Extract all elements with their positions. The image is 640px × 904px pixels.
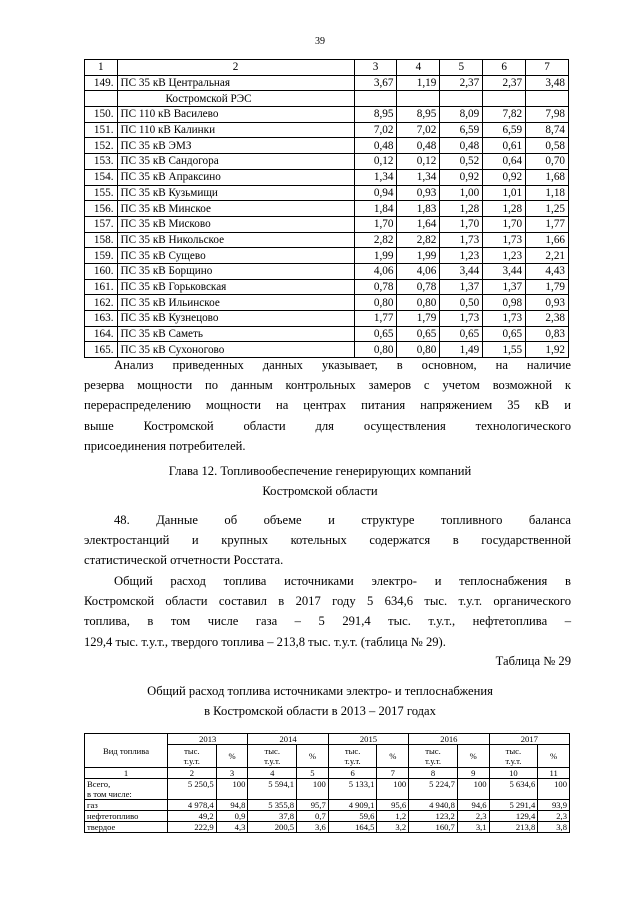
column-number-cell: 7 (377, 768, 409, 779)
amount-cell: 5 634,6 (489, 779, 538, 800)
paragraph-line: Анализ приведенных данных указывает, в основном, на наличие (114, 358, 571, 372)
value-cell: 0,92 (483, 169, 526, 185)
value-cell (483, 91, 526, 107)
value-cell: 2,38 (526, 311, 569, 327)
title-line: Костромской области (262, 484, 378, 498)
value-cell: 3,67 (354, 75, 397, 91)
value-cell: 3,48 (526, 75, 569, 91)
value-cell: 4,06 (354, 263, 397, 279)
table-row (85, 75, 569, 91)
amount-cell: 49,2 (168, 811, 217, 822)
amount-cell: 123,2 (409, 811, 458, 822)
value-cell: 2,21 (526, 248, 569, 264)
amount-cell: 5 291,4 (489, 800, 538, 811)
value-cell: 0,48 (354, 138, 397, 154)
table-row (85, 263, 569, 279)
table-row (85, 185, 569, 201)
substation-name-cell: ПС 110 кВ Василево (117, 107, 354, 123)
fuel-consumption-table (84, 733, 570, 833)
fuel-row (85, 779, 570, 800)
value-cell: 0,78 (397, 279, 440, 295)
column-number-row (85, 768, 570, 779)
value-cell: 1,68 (526, 169, 569, 185)
value-cell: 1,23 (483, 248, 526, 264)
substation-name-cell: ПС 35 кВ Минское (117, 201, 354, 217)
column-number-cell: 2 (168, 768, 217, 779)
value-cell (526, 91, 569, 107)
fuel-label-line: твердое (87, 822, 116, 832)
table-row (85, 201, 569, 217)
value-cell: 4,06 (397, 263, 440, 279)
table-header-row (85, 60, 569, 76)
value-cell: 0,12 (397, 154, 440, 170)
column-number-cell: 2 (117, 60, 354, 76)
value-cell: 2,82 (354, 232, 397, 248)
value-cell: 1,55 (483, 342, 526, 358)
percent-cell: 94,8 (216, 800, 248, 811)
fuel-label-line: в том числе: (87, 789, 132, 799)
table-label: Таблица № 29 (495, 654, 571, 668)
table-row (85, 311, 569, 327)
row-number-cell: 164. (85, 326, 118, 342)
amount-cell: 5 594,1 (248, 779, 297, 800)
substation-name-cell: ПС 110 кВ Калинки (117, 122, 354, 138)
value-cell: 0,83 (526, 326, 569, 342)
unit-line: т.у.т. (505, 756, 522, 766)
column-number-cell: 1 (85, 60, 118, 76)
value-cell: 1,01 (483, 185, 526, 201)
value-cell: 0,48 (440, 138, 483, 154)
percent-cell: 2,3 (538, 811, 570, 822)
percent-header: % (457, 745, 489, 768)
substation-name-cell: ПС 35 кВ Мисково (117, 216, 354, 232)
value-cell: 1,92 (526, 342, 569, 358)
substation-name-cell: ПС 35 кВ Кузьмищи (117, 185, 354, 201)
value-cell: 0,92 (440, 169, 483, 185)
value-cell: 1,28 (483, 201, 526, 217)
amount-cell: 5 224,7 (409, 779, 458, 800)
value-cell: 7,02 (397, 122, 440, 138)
table-row (85, 232, 569, 248)
column-number-cell: 5 (440, 60, 483, 76)
title-line: в Костромской области в 2013 – 2017 годах (204, 704, 436, 718)
value-cell: 1,70 (483, 216, 526, 232)
value-cell: 0,98 (483, 295, 526, 311)
table-row (85, 216, 569, 232)
amount-cell: 4 978,4 (168, 800, 217, 811)
percent-header: % (216, 745, 248, 768)
value-cell: 3,44 (483, 263, 526, 279)
row-number-cell: 160. (85, 263, 118, 279)
table-row (85, 154, 569, 170)
amount-cell: 213,8 (489, 822, 538, 833)
value-cell: 1,70 (354, 216, 397, 232)
substation-name-cell: ПС 35 кВ Саметь (117, 326, 354, 342)
value-cell: 1,73 (483, 311, 526, 327)
row-number-cell: 161. (85, 279, 118, 295)
value-cell: 8,74 (526, 122, 569, 138)
percent-cell: 2,3 (457, 811, 489, 822)
value-cell: 1,99 (397, 248, 440, 264)
unit-line: т.у.т. (264, 756, 281, 766)
value-cell: 0,80 (354, 342, 397, 358)
unit-line: тыс. (505, 746, 522, 756)
fuel-label-line: Всего, (87, 779, 111, 789)
percent-cell: 0,9 (216, 811, 248, 822)
percent-cell: 93,9 (538, 800, 570, 811)
value-cell: 0,12 (354, 154, 397, 170)
fuel-paragraph (84, 571, 571, 652)
unit-header (489, 745, 538, 768)
value-cell: 0,65 (397, 326, 440, 342)
fuel-type-header: Вид топлива (85, 734, 168, 768)
value-cell: 6,59 (440, 122, 483, 138)
column-number-cell: 4 (397, 60, 440, 76)
paragraph-line: статистической отчетности Росстата. (84, 553, 284, 568)
table-row (85, 295, 569, 311)
percent-cell: 4,3 (216, 822, 248, 833)
unit-line: т.у.т. (183, 756, 200, 766)
value-cell: 1,77 (354, 311, 397, 327)
value-cell: 1,79 (526, 279, 569, 295)
value-cell: 1,34 (397, 169, 440, 185)
row-number-cell: 156. (85, 201, 118, 217)
substation-name-cell: ПС 35 кВ Сухоногово (117, 342, 354, 358)
substation-name-cell: ПС 35 кВ Горьковская (117, 279, 354, 295)
row-number-cell: 149. (85, 75, 118, 91)
unit-header (328, 745, 377, 768)
table-row (85, 122, 569, 138)
row-number-cell: 158. (85, 232, 118, 248)
substation-name-cell: ПС 35 кВ Апраксино (117, 169, 354, 185)
value-cell: 1,70 (440, 216, 483, 232)
column-number-cell: 11 (538, 768, 570, 779)
percent-cell: 95,6 (377, 800, 409, 811)
percent-cell: 0,7 (297, 811, 329, 822)
fuel-label-cell (85, 811, 168, 822)
year-header: 2016 (409, 734, 489, 745)
value-cell: 1,64 (397, 216, 440, 232)
percent-cell: 100 (538, 779, 570, 800)
value-cell: 7,98 (526, 107, 569, 123)
fuel-label-cell (85, 779, 168, 800)
unit-line: тыс. (344, 746, 361, 756)
fuel-label-cell (85, 822, 168, 833)
unit-header (248, 745, 297, 768)
substation-name-cell: ПС 35 кВ Сандогора (117, 154, 354, 170)
fuel-label-line: нефтетопливо (87, 811, 139, 821)
section-name-cell: Костромской РЭС (117, 91, 354, 107)
percent-cell: 100 (297, 779, 329, 800)
value-cell: 0,93 (397, 185, 440, 201)
year-header-row (85, 734, 570, 745)
table-row (85, 169, 569, 185)
value-cell: 7,82 (483, 107, 526, 123)
fuel-row (85, 822, 570, 833)
amount-cell: 37,8 (248, 811, 297, 822)
row-number-cell: 157. (85, 216, 118, 232)
fuel-label-cell (85, 800, 168, 811)
value-cell: 1,99 (354, 248, 397, 264)
paragraph-line: выше Костромской области для осуществления технологического (84, 418, 571, 433)
value-cell: 2,82 (397, 232, 440, 248)
value-cell: 0,48 (397, 138, 440, 154)
title-line: Глава 12. Топливообеспечение генерирующих компаний (168, 464, 472, 478)
value-cell: 0,50 (440, 295, 483, 311)
paragraph-line: топлива, в том числе газа – 5 291,4 тыс. т.у.т., нефтетоплива – (84, 614, 571, 629)
value-cell: 1,37 (440, 279, 483, 295)
row-number-cell: 165. (85, 342, 118, 358)
value-cell: 1,00 (440, 185, 483, 201)
fuel-row (85, 800, 570, 811)
paragraph-line: перераспределению мощности на центрах питания напряжением 35 кВ и (84, 398, 571, 413)
paragraph-line: 48. Данные об объеме и структуре топливного баланса (114, 513, 571, 527)
percent-header: % (377, 745, 409, 768)
value-cell: 1,25 (526, 201, 569, 217)
unit-header (168, 745, 217, 768)
value-cell: 1,66 (526, 232, 569, 248)
value-cell: 0,65 (483, 326, 526, 342)
fuel-label-line: газ (87, 800, 98, 810)
value-cell (397, 91, 440, 107)
column-number-cell: 6 (328, 768, 377, 779)
substation-name-cell: ПС 35 кВ Кузнецово (117, 311, 354, 327)
unit-line: тыс. (425, 746, 441, 756)
row-number-cell: 155. (85, 185, 118, 201)
value-cell: 0,93 (526, 295, 569, 311)
value-cell: 0,94 (354, 185, 397, 201)
paragraph-line: присоединения потребителей. (84, 438, 246, 453)
value-cell: 1,23 (440, 248, 483, 264)
amount-cell: 222,9 (168, 822, 217, 833)
substation-reserve-table (84, 59, 569, 358)
unit-line: тыс. (184, 746, 200, 756)
value-cell: 0,65 (440, 326, 483, 342)
column-number-cell: 6 (483, 60, 526, 76)
row-number-cell: 154. (85, 169, 118, 185)
fuel-row (85, 811, 570, 822)
percent-cell: 100 (457, 779, 489, 800)
row-number-cell: 159. (85, 248, 118, 264)
value-cell: 1,49 (440, 342, 483, 358)
value-cell: 0,52 (440, 154, 483, 170)
value-cell: 1,28 (440, 201, 483, 217)
year-header: 2013 (168, 734, 248, 745)
table-row (85, 248, 569, 264)
percent-header: % (538, 745, 570, 768)
percent-cell: 1,2 (377, 811, 409, 822)
year-header: 2015 (328, 734, 408, 745)
column-number-cell: 9 (457, 768, 489, 779)
substation-name-cell: ПС 35 кВ Никольское (117, 232, 354, 248)
column-number-cell: 1 (85, 768, 168, 779)
substation-name-cell: ПС 35 кВ Ильинское (117, 295, 354, 311)
value-cell: 1,84 (354, 201, 397, 217)
percent-cell: 3,1 (457, 822, 489, 833)
value-cell: 1,34 (354, 169, 397, 185)
value-cell: 1,37 (483, 279, 526, 295)
value-cell: 8,95 (397, 107, 440, 123)
table-row (85, 326, 569, 342)
value-cell: 8,09 (440, 107, 483, 123)
value-cell: 1,19 (397, 75, 440, 91)
amount-cell: 129,4 (489, 811, 538, 822)
amount-cell: 5 250,5 (168, 779, 217, 800)
paragraph-line: Общий расход топлива источниками электро- и теплоснабжения в (114, 574, 571, 588)
amount-cell: 4 940,8 (409, 800, 458, 811)
percent-cell: 3,6 (297, 822, 329, 833)
unit-header (409, 745, 458, 768)
value-cell: 2,37 (483, 75, 526, 91)
amount-cell: 59,6 (328, 811, 377, 822)
amount-cell: 4 909,1 (328, 800, 377, 811)
chapter-title (0, 461, 640, 501)
table-row (85, 279, 569, 295)
value-cell: 0,80 (354, 295, 397, 311)
value-cell: 1,79 (397, 311, 440, 327)
value-cell: 0,65 (354, 326, 397, 342)
row-number-cell: 153. (85, 154, 118, 170)
value-cell: 0,78 (354, 279, 397, 295)
section-row (85, 91, 569, 107)
value-cell: 1,18 (526, 185, 569, 201)
column-number-cell: 10 (489, 768, 538, 779)
paragraph-line: резерва мощности по данным контрольных замеров с учетом возможной к (84, 378, 571, 393)
year-header: 2014 (248, 734, 328, 745)
value-cell: 1,83 (397, 201, 440, 217)
value-cell: 1,73 (440, 311, 483, 327)
value-cell: 0,80 (397, 342, 440, 358)
title-line: Общий расход топлива источниками электро- и теплоснабжения (147, 684, 493, 698)
column-number-cell: 8 (409, 768, 458, 779)
value-cell: 0,61 (483, 138, 526, 154)
year-header: 2017 (489, 734, 569, 745)
percent-cell: 3,2 (377, 822, 409, 833)
row-number-cell (85, 91, 118, 107)
analysis-paragraph (84, 355, 571, 456)
column-number-cell: 3 (216, 768, 248, 779)
paragraph-line: 129,4 тыс. т.у.т., твердого топлива – 213,8 тыс. т.у.т. (таблица № 29). (84, 634, 446, 649)
row-number-cell: 163. (85, 311, 118, 327)
value-cell: 3,44 (440, 263, 483, 279)
value-cell: 0,64 (483, 154, 526, 170)
page-number: 39 (315, 36, 325, 47)
value-cell: 2,37 (440, 75, 483, 91)
value-cell: 1,73 (483, 232, 526, 248)
row-number-cell: 150. (85, 107, 118, 123)
substation-name-cell: ПС 35 кВ Сущево (117, 248, 354, 264)
value-cell: 1,77 (526, 216, 569, 232)
paragraph-48 (84, 510, 571, 571)
table-29-title (0, 681, 640, 721)
unit-line: т.у.т. (424, 756, 442, 766)
table-row (85, 138, 569, 154)
substation-name-cell: ПС 35 кВ Борщино (117, 263, 354, 279)
value-cell: 0,80 (397, 295, 440, 311)
amount-cell: 164,5 (328, 822, 377, 833)
percent-cell: 100 (216, 779, 248, 800)
percent-cell: 100 (377, 779, 409, 800)
amount-cell: 200,5 (248, 822, 297, 833)
paragraph-line: электростанций и крупных котельных содержатся в государственной (84, 533, 571, 548)
value-cell: 0,70 (526, 154, 569, 170)
amount-cell: 5 133,1 (328, 779, 377, 800)
value-cell (354, 91, 397, 107)
value-cell: 4,43 (526, 263, 569, 279)
value-cell: 6,59 (483, 122, 526, 138)
value-cell: 1,73 (440, 232, 483, 248)
percent-header: % (297, 745, 329, 768)
row-number-cell: 152. (85, 138, 118, 154)
unit-line: тыс. (264, 746, 280, 756)
amount-cell: 5 355,8 (248, 800, 297, 811)
value-cell: 7,02 (354, 122, 397, 138)
percent-cell: 95,7 (297, 800, 329, 811)
row-number-cell: 162. (85, 295, 118, 311)
column-number-cell: 5 (297, 768, 329, 779)
percent-cell: 3,8 (538, 822, 570, 833)
value-cell: 0,58 (526, 138, 569, 154)
value-cell (440, 91, 483, 107)
substation-name-cell: ПС 35 кВ Центральная (117, 75, 354, 91)
row-number-cell: 151. (85, 122, 118, 138)
column-number-cell: 4 (248, 768, 297, 779)
percent-cell: 94,6 (457, 800, 489, 811)
unit-line: т.у.т. (344, 756, 361, 766)
value-cell: 8,95 (354, 107, 397, 123)
column-number-cell: 3 (354, 60, 397, 76)
paragraph-line: Костромской области составил в 2017 году 5 634,6 тыс. т.у.т. органического (84, 594, 571, 609)
amount-cell: 160,7 (409, 822, 458, 833)
column-number-cell: 7 (526, 60, 569, 76)
substation-name-cell: ПС 35 кВ ЭМЗ (117, 138, 354, 154)
table-row (85, 107, 569, 123)
